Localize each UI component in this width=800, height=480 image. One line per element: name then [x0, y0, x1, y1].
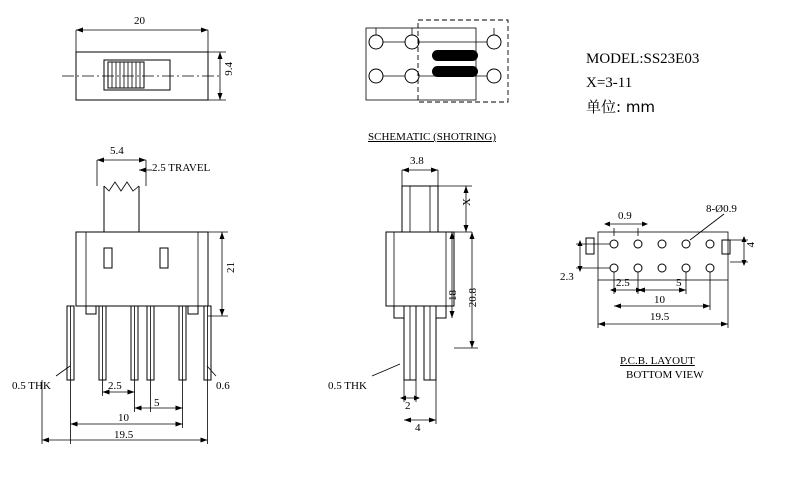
pcb-10-label: 10 — [654, 294, 665, 306]
side-x-label: X — [461, 198, 473, 206]
pcb-19-5-label: 19.5 — [650, 311, 670, 323]
side-pin2-label: 2 — [405, 400, 411, 412]
pcb-2-3-label: 2.3 — [560, 271, 574, 283]
front-pitch-2-5-label: 2.5 — [108, 380, 122, 392]
pcb-hole-note-label: 8-Ø0.9 — [706, 203, 737, 215]
schematic-diagram — [366, 20, 508, 102]
body-height-label: 21 — [225, 262, 237, 273]
front-thk-label: 0.5 THK — [12, 380, 51, 392]
front-body-height-dimension — [208, 232, 228, 316]
front-pitch-5-label: 5 — [154, 397, 160, 409]
schematic-caption: SCHEMATIC (SHOTRING) — [368, 131, 497, 143]
side-x-dimension — [438, 186, 472, 232]
actuator-width-label: 5.4 — [110, 145, 124, 157]
side-top-width-label: 3.8 — [410, 155, 424, 167]
side-thk-label: 0.5 THK — [328, 380, 367, 392]
pcb-caption-line1: P.C.B. LAYOUT — [620, 355, 695, 367]
top-view-width-label: 20 — [134, 15, 145, 27]
side-pin-2-dimension — [400, 380, 420, 402]
side-20-8-label: 20.8 — [467, 288, 479, 308]
front-actuator-width-dimension — [97, 158, 146, 187]
model-label: MODEL:SS23E03 — [586, 51, 700, 67]
pcb-caption-line2: BOTTOM VIEW — [626, 369, 704, 381]
front-pitch-10-label: 10 — [118, 412, 129, 424]
pcb-5-label: 5 — [676, 277, 682, 289]
front-overall-label: 19.5 — [114, 429, 134, 441]
pcb-holes — [610, 240, 714, 272]
front-view-pins — [67, 306, 211, 380]
top-view-width-dimension — [76, 28, 208, 53]
unit-label: 单位: mm — [586, 98, 656, 116]
x-range-label: X=3-11 — [586, 75, 633, 91]
side-top-width-dimension — [402, 168, 438, 187]
pcb-0-9-label: 0.9 — [618, 210, 632, 222]
pcb-2-5-label: 2.5 — [616, 277, 630, 289]
pcb-4-label: 4 — [745, 242, 757, 248]
top-view-height-label: 9.4 — [223, 62, 235, 76]
thk-leader-front — [56, 366, 70, 376]
travel-label: 2.5 TRAVEL — [152, 162, 211, 174]
front-pin-right-label: 0.6 — [216, 380, 230, 392]
travel-leader — [139, 168, 152, 173]
knurl-lines — [112, 62, 140, 88]
side-18-label: 18 — [447, 290, 459, 301]
side-pin4-label: 4 — [415, 422, 421, 434]
